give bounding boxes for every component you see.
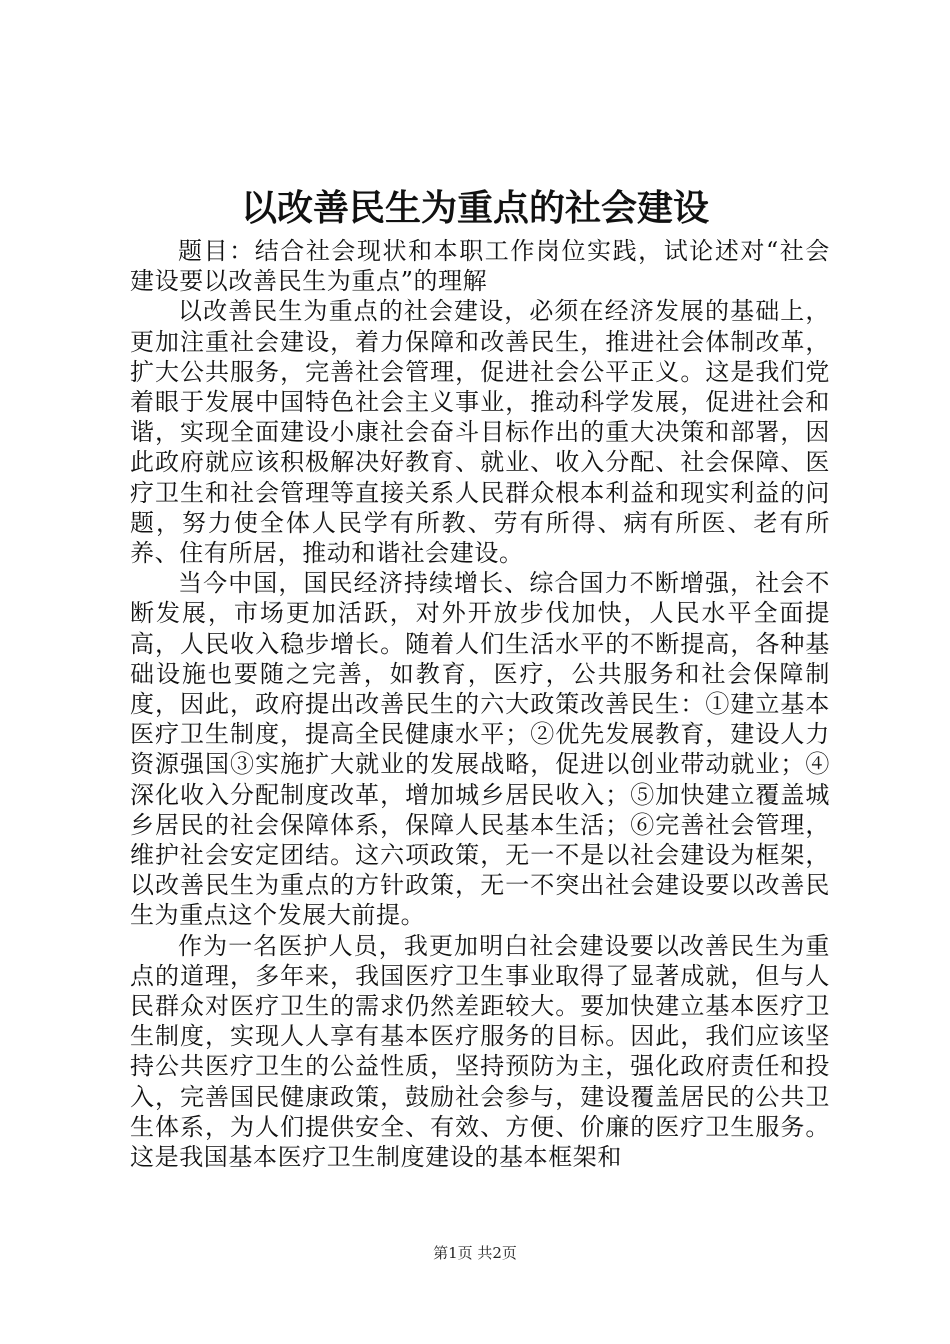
- page-footer: 第1页 共2页: [433, 1244, 517, 1262]
- paragraph-topic: 题目：结合社会现状和本职工作岗位实践，试论述对“社会建设要以改善民生为重点”的理解: [130, 237, 830, 296]
- document-body: [130, 236, 830, 1172]
- paragraph-3: 作为一名医护人员，我更加明白社会建设要以改善民生为重点的道理，多年来，我国医疗卫生事业取得了显著成就，但与人民群众对医疗卫生的需求仍然差距较大。要加快建立基本医疗卫生制度，实现人人享有基本医疗服务的目标。因此，我们应该坚持公共医疗卫生的公益性质，坚持预防为主，强化政府责任和投入，完善国民健康政策，鼓励社会参与，建设覆盖居民的公共卫生体系，为人们提供安全、有效、方便、价廉的医疗卫生服务。这是我国基本医疗卫生制度建设的基本框架和: [130, 931, 830, 1172]
- document-title: 以改善民生为重点的社会建设: [240, 187, 709, 229]
- paragraph-2: 当今中国，国民经济持续增长、综合国力不断增强，社会不断发展，市场更加活跃，对外开放步伐加快，人民水平全面提高，人民收入稳步增长。随着人们生活水平的不断提高，各种基础设施也要随之完善，如教育，医疗，公共服务和社会保障制度，因此，政府提出改善民生的六大政策改善民生：①建立基本医疗卫生制度，提高全民健康水平；②优先发展教育，建设人力资源强国③实施扩大就业的发展战略，促进以创业带动就业；④深化收入分配制度改革，增加城乡居民收入；⑤加快建立覆盖城乡居民的社会保障体系，保障人民基本生活；⑥完善社会管理，维护社会安定团结。这六项政策，无一不是以社会建设为框架，以改善民生为重点的方针政策，无一不突出社会建设要以改善民生为重点这个发展大前提。: [130, 569, 830, 930]
- paragraph-1: 以改善民生为重点的社会建设，必须在经济发展的基础上，更加注重社会建设，着力保障和改善民生，推进社会体制改革，扩大公共服务，完善社会管理，促进社会公平正义。这是我们党着眼于发展中国特色社会主义事业，推动科学发展，促进社会和谐，实现全面建设小康社会奋斗目标作出的重大决策和部署，因此政府就应该积极解决好教育、就业、收入分配、社会保障、医疗卫生和社会管理等直接关系人民群众根本利益和现实利益的问题，努力使全体人民学有所教、劳有所得、病有所医、老有所养、住有所居，推动和谐社会建设。: [130, 297, 830, 568]
